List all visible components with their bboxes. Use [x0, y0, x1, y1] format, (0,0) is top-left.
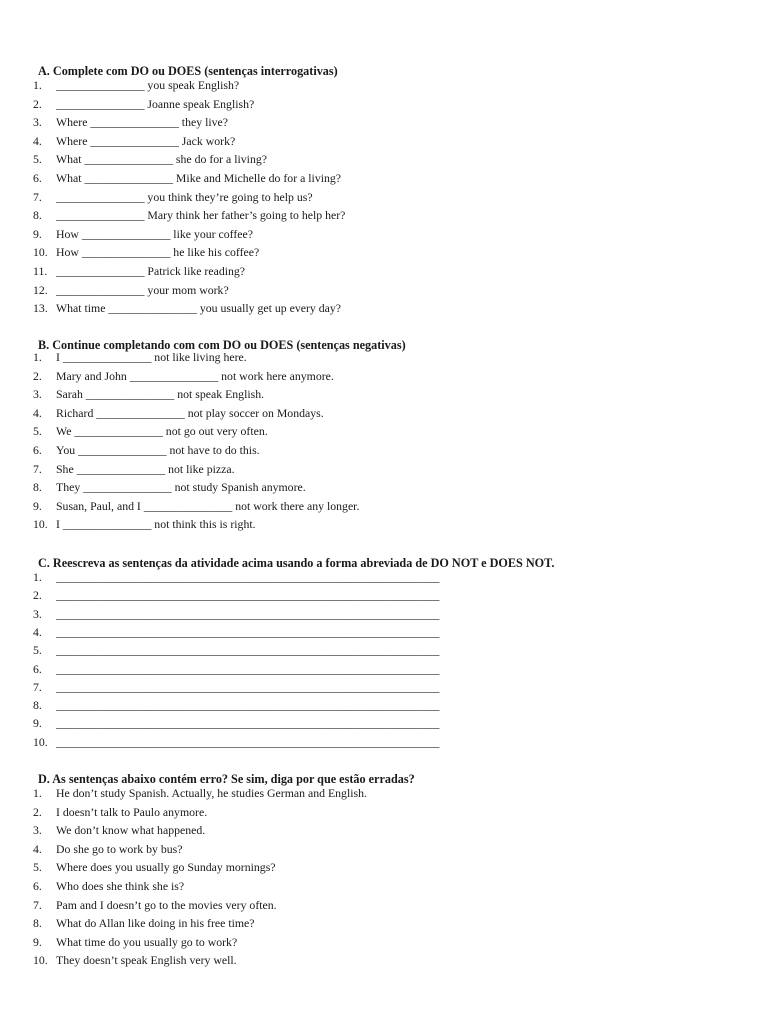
section-d-title: D. As sentenças abaixo contém erro? Se sim, diga por que estão erradas?: [38, 772, 415, 786]
item-text: What time _______________ you usually get up every day?: [56, 301, 342, 316]
list-item: [33, 245, 259, 259]
item-number: 3.: [33, 115, 42, 130]
item-text: We don’t know what happened.: [56, 823, 206, 838]
item-number: 1.: [33, 786, 42, 800]
item-text: What _______________ she do for a living?: [56, 152, 267, 167]
item-number: 7.: [33, 461, 42, 476]
item-text: How _______________ like your coffee?: [56, 226, 254, 241]
section-c-title: C. Reescreva as sentenças da atividade acima usando a forma abreviada de DO NOT e DOES NOT.: [38, 556, 555, 570]
item-number: 5.: [33, 152, 42, 167]
item-number: 6.: [33, 171, 42, 185]
list-item: [33, 480, 306, 494]
list-item: [33, 387, 264, 401]
item-text: She _______________ not like pizza.: [56, 461, 235, 476]
list-item: [33, 860, 276, 874]
item-text: Where does you usually go Sunday mornings?: [56, 860, 276, 875]
item-number: 7.: [33, 679, 42, 694]
item-text: Susan, Paul, and I _______________ not work there any longer.: [56, 498, 360, 513]
item-number: 8.: [33, 480, 42, 495]
item-number: 10.: [33, 953, 48, 968]
item-number: 5.: [33, 424, 42, 439]
item-number: 13.: [33, 301, 48, 316]
list-item: [33, 406, 324, 420]
item-text: Pam and I doesn’t go to the movies very often.: [56, 897, 277, 912]
item-text: What do Allan like doing in his free time?: [56, 916, 255, 931]
list-item: [33, 301, 341, 315]
list-item: [33, 171, 341, 185]
list-item: [33, 805, 207, 819]
list-item: [33, 350, 247, 364]
item-number: 2.: [33, 368, 42, 383]
item-text: What time do you usually go to work?: [56, 934, 238, 949]
list-item: [33, 643, 439, 657]
item-number: 3.: [33, 823, 42, 838]
item-number: 1.: [33, 78, 42, 92]
list-item: [33, 842, 182, 856]
list-item: [33, 227, 253, 241]
item-text: _________________________________________________________________: [56, 588, 440, 603]
item-text: They doesn’t speak English very well.: [56, 953, 237, 968]
item-number: 10.: [33, 245, 48, 260]
item-number: 3.: [33, 606, 42, 621]
item-number: 1.: [33, 350, 42, 364]
item-number: 8.: [33, 916, 42, 931]
item-text: They _______________ not study Spanish anymore.: [56, 480, 306, 495]
item-number: 2.: [33, 804, 42, 819]
item-text: _________________________________________________________________: [56, 679, 440, 694]
list-item: [33, 208, 345, 222]
list-item: [33, 499, 359, 513]
list-item: [33, 607, 439, 621]
item-text: You _______________ not have to do this.: [56, 443, 260, 457]
list-item: [33, 152, 267, 166]
item-text: _________________________________________________________________: [56, 570, 440, 584]
item-text: I _______________ not think this is right.: [56, 517, 256, 532]
item-number: 12.: [33, 282, 48, 297]
item-number: 10.: [33, 517, 48, 532]
item-number: 1.: [33, 570, 42, 584]
item-number: 4.: [33, 624, 42, 639]
list-item: [33, 190, 313, 204]
item-number: 9.: [33, 226, 42, 241]
list-item: [33, 588, 439, 602]
list-item: [33, 570, 439, 584]
list-item: [33, 517, 256, 531]
item-number: 5.: [33, 643, 42, 658]
section-a-title: A. Complete com DO ou DOES (sentenças interrogativas): [38, 64, 338, 78]
list-item: [33, 625, 439, 639]
item-number: 8.: [33, 208, 42, 223]
item-text: _________________________________________________________________: [56, 716, 440, 731]
item-text: Richard _______________ not play soccer on Mondays.: [56, 405, 324, 420]
item-number: 6.: [33, 443, 42, 457]
list-item: [33, 97, 254, 111]
item-text: _________________________________________________________________: [56, 624, 440, 639]
item-number: 6.: [33, 661, 42, 676]
item-text: I doesn’t talk to Paulo anymore.: [56, 804, 208, 819]
item-number: 6.: [33, 879, 42, 893]
item-text: _______________ Patrick like reading?: [56, 264, 246, 278]
item-text: How _______________ he like his coffee?: [56, 245, 260, 260]
item-number: 10.: [33, 734, 48, 749]
item-text: I _______________ not like living here.: [56, 350, 247, 364]
item-text: Who does she think she is?: [56, 879, 185, 893]
list-item: [33, 735, 439, 749]
item-text: _________________________________________________________________: [56, 661, 440, 676]
item-text: Where _______________ Jack work?: [56, 133, 236, 148]
item-text: We _______________ not go out very often.: [56, 424, 268, 439]
list-item: [33, 953, 237, 967]
list-item: [33, 283, 229, 297]
item-number: 9.: [33, 934, 42, 949]
item-number: 11.: [33, 264, 48, 278]
list-item: [33, 716, 439, 730]
item-text: _________________________________________________________________: [56, 734, 440, 749]
item-number: 3.: [33, 387, 42, 402]
item-text: _______________ your mom work?: [56, 282, 229, 297]
item-text: Sarah _______________ not speak English.: [56, 387, 265, 402]
item-text: What _______________ Mike and Michelle do for a living?: [56, 171, 342, 185]
list-item: [33, 369, 334, 383]
list-item: [33, 264, 245, 278]
list-item: [33, 680, 439, 694]
item-text: Where _______________ they live?: [56, 115, 228, 130]
list-item: [33, 698, 439, 712]
list-item: [33, 786, 367, 800]
list-item: [33, 443, 260, 457]
list-item: [33, 662, 439, 676]
list-item: [33, 78, 239, 92]
list-item: [33, 823, 205, 837]
item-text: _______________ you speak English?: [56, 78, 240, 92]
list-item: [33, 898, 277, 912]
list-item: [33, 424, 268, 438]
item-number: 9.: [33, 716, 42, 731]
item-text: _________________________________________________________________: [56, 698, 440, 713]
list-item: [33, 916, 255, 930]
item-number: 9.: [33, 498, 42, 513]
item-text: _________________________________________________________________: [56, 643, 440, 658]
item-number: 4.: [33, 133, 42, 148]
section-b-title: B. Continue completando com com DO ou DOES (sentenças negativas): [38, 338, 406, 352]
item-text: Mary and John _______________ not work here anymore.: [56, 368, 334, 383]
item-number: 8.: [33, 698, 42, 713]
item-number: 4.: [33, 841, 42, 856]
item-text: Do she go to work by bus?: [56, 841, 183, 856]
item-number: 7.: [33, 897, 42, 912]
item-number: 7.: [33, 189, 42, 204]
item-number: 4.: [33, 405, 42, 420]
item-number: 2.: [33, 96, 42, 111]
list-item: [33, 879, 184, 893]
item-text: _______________ Joanne speak English?: [56, 96, 255, 111]
item-number: 2.: [33, 588, 42, 603]
list-item: [33, 134, 235, 148]
list-item: [33, 115, 228, 129]
list-item: [33, 462, 235, 476]
list-item: [33, 935, 237, 949]
item-text: _________________________________________________________________: [56, 606, 440, 621]
item-text: _______________ Mary think her father’s going to help her?: [56, 208, 346, 223]
item-text: He don’t study Spanish. Actually, he studies German and English.: [56, 786, 367, 800]
item-number: 5.: [33, 860, 42, 875]
item-text: _______________ you think they’re going to help us?: [56, 189, 313, 204]
